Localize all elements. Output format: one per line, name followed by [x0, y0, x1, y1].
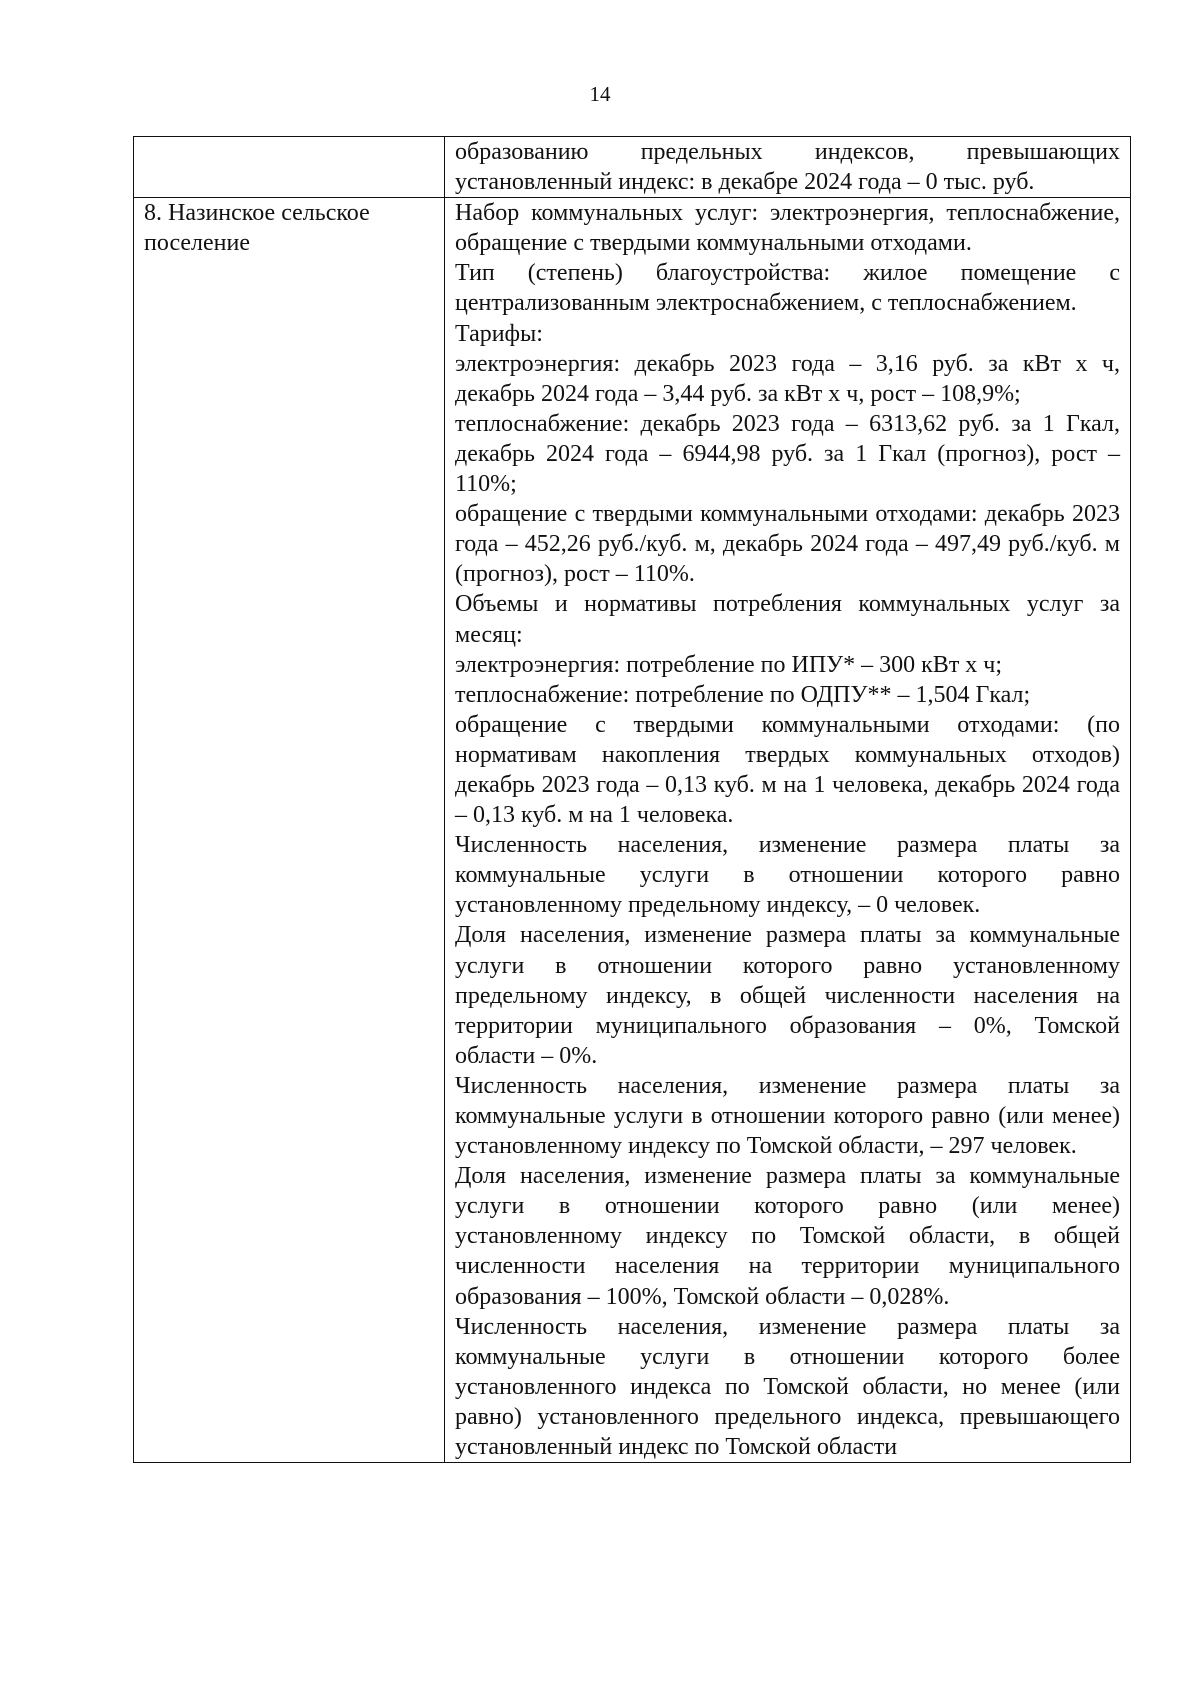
services-set-paragraph: Набор коммунальных услуг: электроэнергия, теплоснабжение, обращение с твердыми коммунальными отходами. [455, 200, 1120, 257]
tariff-heating: теплоснабжение: декабрь 2023 года – 6313,62 руб. за 1 Гкал, декабрь 2024 года – 6944,98 руб. за 1 Гкал (прогноз), рост – 110%; [455, 410, 1120, 498]
population-equal-limit: Численность населения, изменение размера платы за коммунальные услуги в отношении которого равно установленному предельному индексу, – 0 человек. [455, 832, 1120, 919]
population-equal-or-less-regional: Численность населения, изменение размера платы за коммунальные услуги в отношении которого равно (или менее) установленному индексу по Томской области, – 297 человек. [455, 1072, 1120, 1160]
tariffs-heading: Тарифы: [455, 320, 543, 347]
table-row [134, 137, 1131, 198]
details-cell [445, 137, 1131, 198]
volume-heating: теплоснабжение: потребление по ОДПУ** – 1,504 Гкал; [455, 681, 1031, 708]
municipality-cell [134, 137, 445, 198]
volume-electricity: электроэнергия: потребление по ИПУ* – 300 кВт х ч; [455, 651, 1003, 678]
detail-paragraph: образованию предельных индексов, превышающих установленный индекс: в декабре 2024 года – 0 тыс. руб. [455, 139, 1120, 196]
municipality-cell [134, 198, 445, 1463]
improvement-type-paragraph: Тип (степень) благоустройства: жилое помещение с централизованным электроснабжением, с теплоснабжением. [455, 260, 1120, 317]
share-equal-limit: Доля населения, изменение размера платы за коммунальные услуги в отношении которого равно установленному предельному индексу, в общей численности населения на территории муниципального образования – 0%, Томской области – 0%. [455, 922, 1120, 1069]
share-equal-or-less-regional: Доля населения, изменение размера платы за коммунальные услуги в отношении которого равно (или менее) установленному индексу по Томской области, в общей численности населения на территории муниципального образования – 100%, Томской области – 0,028%. [455, 1163, 1120, 1310]
page-number: 14 [589, 82, 611, 106]
volumes-heading: Объемы и нормативы потребления коммунальных услуг за месяц: [455, 591, 1120, 648]
table-row [134, 198, 1131, 1463]
volume-waste: обращение с твердыми коммунальными отходами: (по нормативам накопления твердых коммунальных отходов) декабрь 2023 года – 0,13 куб. м на 1 человека, декабрь 2024 года – 0,13 куб. м на 1 человека. [455, 711, 1120, 829]
municipality-name: 8. Назинское сельское поселение [144, 200, 370, 257]
details-cell [445, 198, 1131, 1463]
tariff-waste: обращение с твердыми коммунальными отходами: декабрь 2023 года – 452,26 руб./куб. м, декабрь 2024 года – 497,49 руб./куб. м (прогноз), рост – 110%. [455, 501, 1120, 588]
population-above-regional: Численность населения, изменение размера платы за коммунальные услуги в отношении которого более установленного индекса по Томской области, но менее (или равно) установленного предельного индекса, превышающего установленный индекс по Томской области [455, 1313, 1120, 1461]
document-table [133, 136, 1131, 1463]
tariff-electricity: электроэнергия: декабрь 2023 года – 3,16 руб. за кВт х ч, декабрь 2024 года – 3,44 руб. за кВт х ч, рост – 108,9%; [455, 350, 1120, 407]
